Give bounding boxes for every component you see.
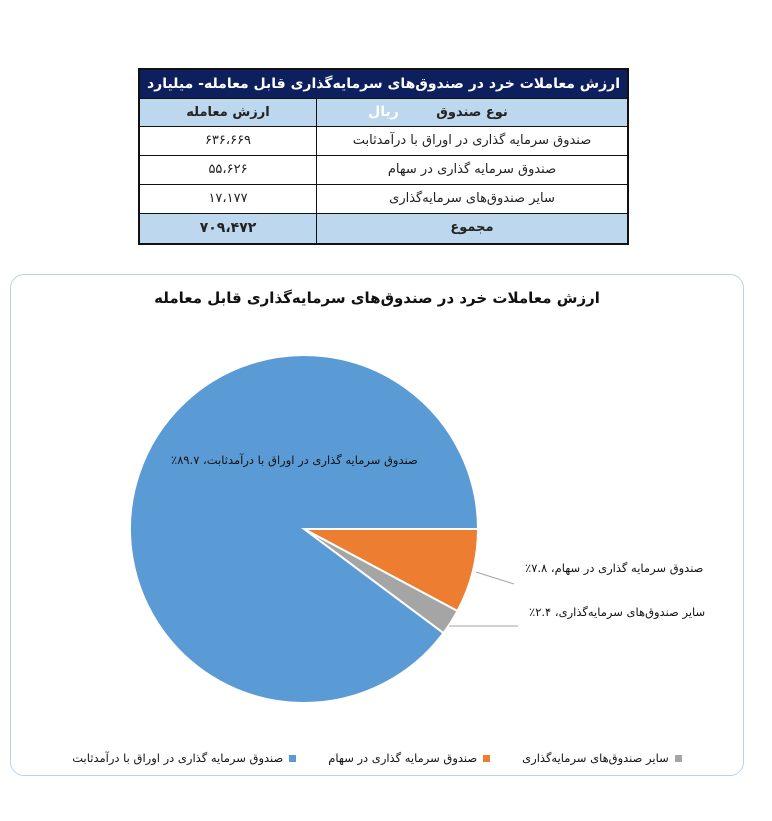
row-trade-value: ۱۷،۱۷۷ (208, 191, 248, 206)
header-fund-type: نوع صندوق (316, 99, 627, 126)
leader-line-equity (476, 572, 514, 584)
header-trade-value: ارزش معامله (186, 105, 270, 120)
legend-item-equity (328, 751, 490, 765)
row-trade-value: ۵۵،۶۲۶ (208, 162, 248, 177)
legend-label: سایر صندوق‌های سرمایه‌گذاری (522, 751, 669, 765)
table-row (140, 156, 627, 185)
row-fund-name: سایر صندوق‌های سرمایه‌گذاری (316, 185, 627, 213)
legend-item-other (522, 751, 682, 765)
row-trade-value: ۶۳۶،۶۶۹ (204, 133, 252, 148)
legend-label: صندوق سرمایه گذاری در سهام (328, 751, 478, 765)
legend-swatch (483, 755, 490, 762)
legend-label: صندوق سرمایه گذاری در اوراق با درآمدثابت (72, 751, 284, 765)
total-label: مجموع (316, 214, 627, 243)
pie-chart (11, 275, 745, 777)
legend-swatch (289, 755, 296, 762)
pie-chart-card (10, 274, 744, 776)
slice-label-equity: صندوق سرمایه گذاری در سهام، ۷.۸٪ (525, 561, 704, 575)
table-title: ارزش معاملات خرد در صندوق‌های سرمایه‌گذاری قابل معامله- میلیارد ریال (140, 70, 627, 99)
chart-legend (11, 751, 743, 765)
table-row (140, 185, 627, 214)
legend-swatch (675, 755, 682, 762)
total-value: ۷۰۹،۴۷۲ (199, 220, 257, 236)
slice-fixed-income (130, 355, 478, 703)
trade-value-table (138, 68, 629, 245)
chart-title: ارزش معاملات خرد در صندوق‌های سرمایه‌گذاری قابل معامله (154, 289, 600, 307)
row-fund-name: صندوق سرمایه گذاری در اوراق با درآمدثابت (316, 127, 627, 155)
legend-item-fixed-income (72, 751, 296, 765)
slice-label-other: سایر صندوق‌های سرمایه‌گذاری، ۲.۴٪ (529, 605, 706, 619)
slice-label-fixed-income: صندوق سرمایه گذاری در اوراق با درآمدثابت، ۸۹.۷٪ (171, 453, 418, 467)
table-total-row (140, 214, 627, 243)
table-header-row (140, 99, 627, 127)
table-row (140, 127, 627, 156)
row-fund-name: صندوق سرمایه گذاری در سهام (316, 156, 627, 184)
